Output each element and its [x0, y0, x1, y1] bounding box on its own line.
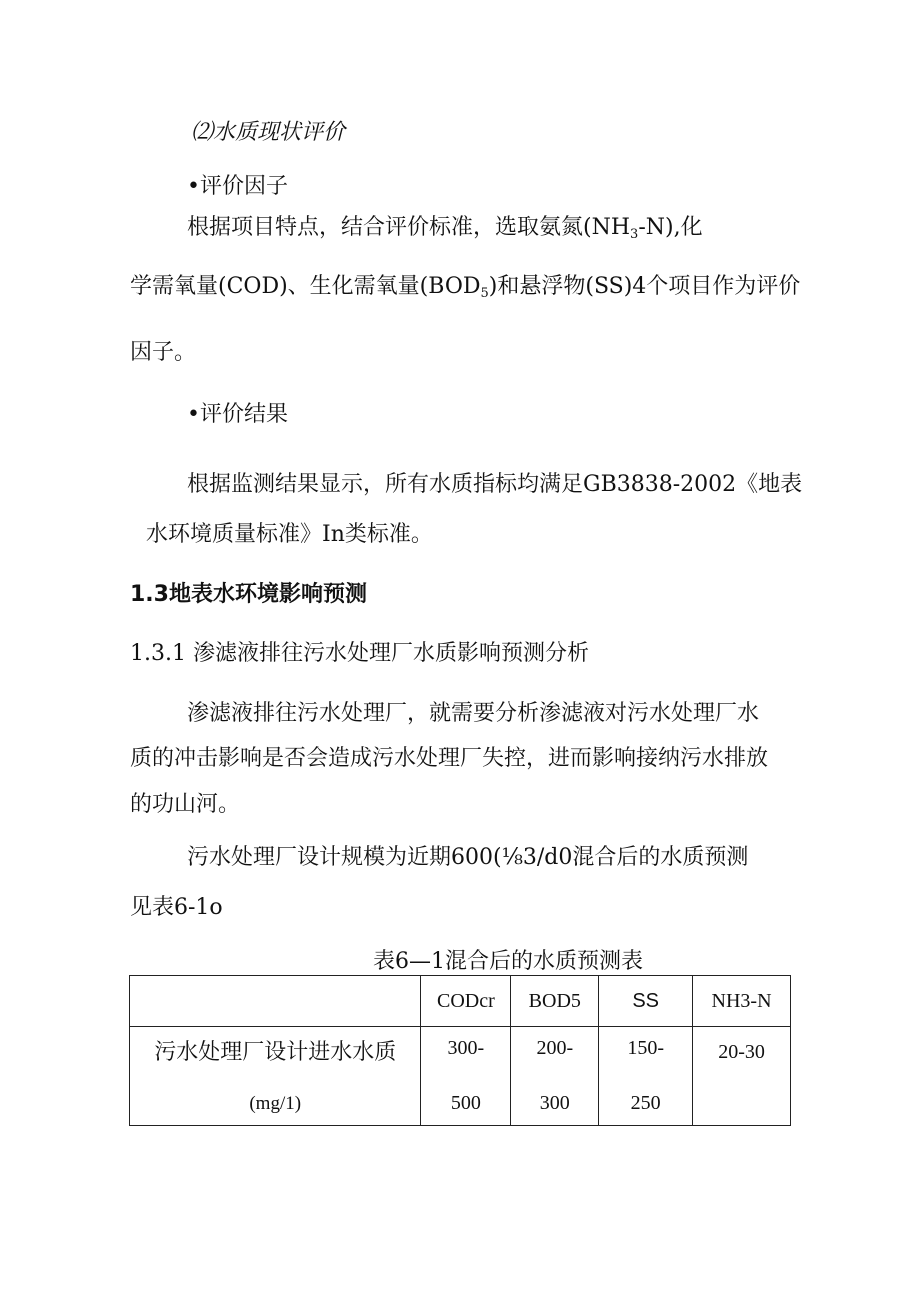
nh3-value-cell [693, 1027, 791, 1126]
paragraph-scale-line-1: 污水处理厂设计规模为近期600(⅛3/d0混合后的水质预测 [187, 845, 749, 870]
bullet-evaluation-results: •评价结果 [187, 402, 288, 427]
paragraph-results-line-2: 水环境质量标准》In类标准。 [146, 522, 433, 547]
cod-value-cell [421, 1027, 511, 1126]
section-heading: 1.3地表水环境影响预测 [130, 582, 367, 607]
cod-value-bottom: 500 [450, 1092, 481, 1114]
bullet-evaluation-factors: •评价因子 [187, 174, 288, 199]
cod-value-top: 300- [447, 1037, 485, 1059]
table-header-row [130, 976, 791, 1027]
paragraph-impact-line-1: 渗滤液排往污水处理厂，就需要分析渗滤液对污水处理厂水 [187, 701, 760, 726]
subsection-heading: 1.3.1 渗滤液排往污水处理厂水质影响预测分析 [130, 641, 589, 666]
row-unit: (mg/1) [249, 1093, 302, 1114]
ss-value-cell [599, 1027, 693, 1126]
ss-value-top: 150- [627, 1037, 664, 1059]
header-empty-cell [130, 976, 421, 1027]
paragraph-factors-line-2 [130, 274, 801, 301]
paragraph-results-line-1: 根据监测结果显示，所有水质指标均满足GB3838-2002《地表 [187, 472, 803, 497]
subscript: 3 [630, 227, 639, 242]
paragraph-factors-line-3: 因子。 [130, 340, 197, 365]
row-label-cell [130, 1027, 421, 1126]
header-codcr: CODcr [421, 976, 511, 1027]
text-span: -N),化 [638, 215, 703, 240]
bod-value-cell [511, 1027, 599, 1126]
bod-value-bottom: 300 [539, 1092, 570, 1114]
paragraph-impact-line-2: 质的冲击影响是否会造成污水处理厂失控，进而影响接纳污水排放 [130, 746, 769, 771]
header-ss: SS [599, 976, 693, 1027]
table-row [130, 1027, 791, 1126]
paragraph-factors-line-1 [187, 215, 703, 242]
text-span: )和悬浮物(SS)4个项目作为评价 [488, 274, 801, 299]
header-bod5: BOD5 [511, 976, 599, 1027]
ss-value-bottom: 250 [630, 1092, 661, 1114]
text-span: 根据项目特点，结合评价标准，选取氨氮(NH [187, 215, 631, 240]
subheading-water-quality: ⑵水质现状评价 [191, 120, 346, 145]
subscript: 5 [480, 286, 489, 301]
table-caption: 表6—1混合后的水质预测表 [373, 949, 643, 974]
paragraph-impact-line-3: 的功山河。 [130, 792, 241, 817]
header-nh3n: NH3-N [693, 976, 791, 1027]
bod-value-top: 200- [536, 1037, 574, 1059]
water-quality-table [129, 975, 791, 1126]
row-label: 污水处理厂设计进水水质 [154, 1039, 397, 1064]
text-span: 学需氧量(COD)、生化需氧量(BOD [130, 274, 481, 299]
nh3-value: 20-30 [718, 1041, 765, 1063]
paragraph-scale-line-2: 见表6-1o [130, 895, 223, 920]
